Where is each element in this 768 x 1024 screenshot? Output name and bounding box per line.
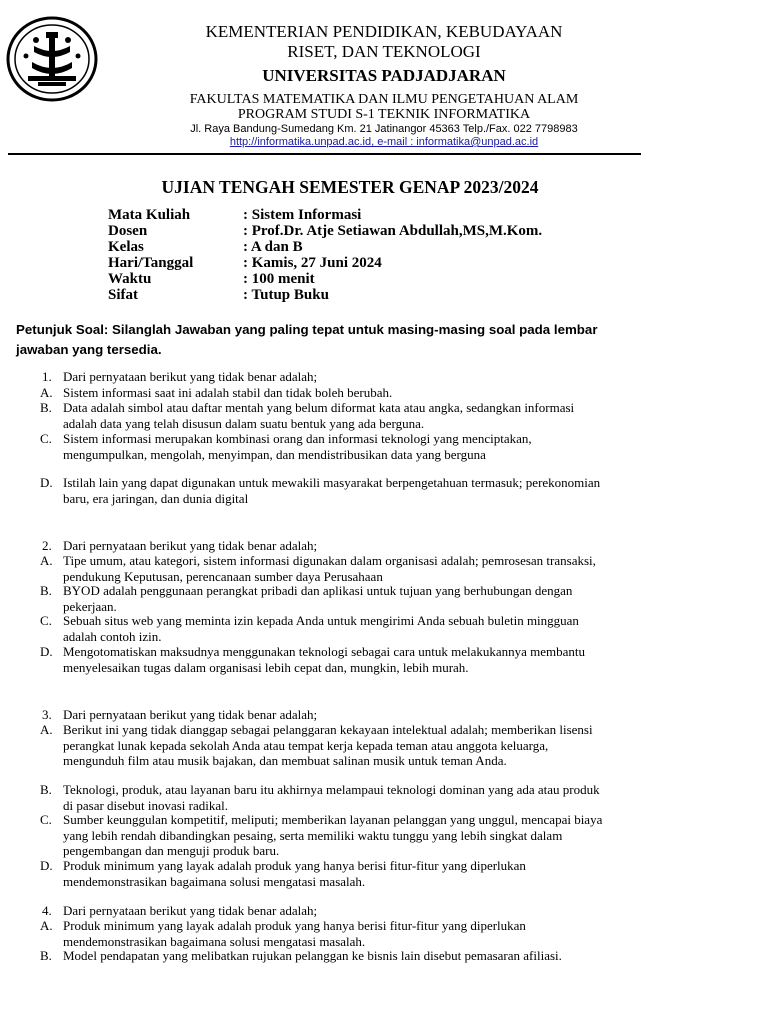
meta-row-class — [108, 239, 303, 256]
option-letter: C. — [40, 613, 52, 628]
option-text: Produk minimum yang layak adalah produk yang hanya berisi fitur-fitur yang diperlukan mendemonstrasikan bagaimana solusi mengatasi masalah. — [63, 858, 526, 889]
option-letter: C. — [40, 431, 52, 446]
option-letter: B. — [40, 400, 52, 415]
meta-label: Mata Kuliah — [108, 207, 191, 223]
question-4-stem — [40, 903, 605, 919]
meta-value: : Prof.Dr. Atje Setiawan Abdullah,MS,M.Kom. — [243, 223, 543, 239]
option-letter: C. — [40, 812, 52, 827]
meta-value: : Sistem Informasi — [243, 207, 362, 223]
meta-value: : 100 menit — [243, 271, 315, 287]
question-text: Dari pernyataan berikut yang tidak benar adalah; — [63, 903, 318, 918]
option-text: Sumber keunggulan kompetitif, meliputi; memberikan layanan pelanggan yang unggul, mencapai biaya yang lebih rendah dibandingkan pesaing, serta memiliki waktu tunggu yang lebih singkat dalam pengembangan dan menguji produk baru. — [63, 812, 603, 859]
question-3-option-b[interactable] — [40, 782, 605, 813]
contact-line — [0, 136, 768, 148]
option-letter: A. — [40, 722, 53, 737]
option-text: Teknologi, produk, atau layanan baru itu akhirnya melampaui teknologi dominan yang ada atau produk di pasar disebut inovasi radikal. — [63, 782, 600, 813]
meta-label: Dosen — [108, 223, 148, 239]
question-2-option-b[interactable] — [40, 583, 605, 614]
meta-label: Kelas — [108, 239, 144, 255]
meta-row-lecturer — [108, 223, 542, 240]
meta-value: : Kamis, 27 Juni 2024 — [243, 255, 382, 271]
meta-row-course — [108, 207, 361, 224]
option-letter: A. — [40, 918, 53, 933]
question-3-option-d[interactable] — [40, 858, 605, 889]
program-name: PROGRAM STUDI S-1 TEKNIK INFORMATIKA — [237, 107, 531, 122]
question-number: 4. — [42, 903, 52, 918]
question-2-option-a[interactable] — [40, 553, 605, 584]
header-divider — [8, 153, 641, 155]
question-1-option-d[interactable] — [40, 475, 605, 506]
option-letter: A. — [40, 553, 53, 568]
option-letter: D. — [40, 858, 53, 873]
question-number: 2. — [42, 538, 52, 553]
address-line: Jl. Raya Bandung-Sumedang Km. 21 Jatinangor 45363 Telp./Fax. 022 7798983 — [190, 123, 578, 135]
ministry-line-2: RISET, DAN TEKNOLOGI — [287, 42, 481, 61]
contact-link[interactable]: http://informatika.unpad.ac.id, e-mail : informatika@unpad.ac.id — [229, 136, 539, 148]
question-text: Dari pernyataan berikut yang tidak benar adalah; — [63, 538, 318, 553]
option-text: Mengotomatiskan maksudnya menggunakan teknologi sebagai cara untuk melakukannya membantu menyelesaikan tugas dalam organisasi lebih cepat dan, mungkin, lebih murah. — [63, 644, 586, 675]
meta-label: Hari/Tanggal — [108, 255, 194, 271]
exam-title: UJIAN TENGAH SEMESTER GENAP 2023/2024 — [161, 177, 539, 197]
option-text: Sebuah situs web yang meminta izin kepada Anda untuk mengirimi Anda sebuah buletin mingguan adalah contoh izin. — [63, 613, 579, 644]
question-3-stem — [40, 707, 605, 723]
option-letter: D. — [40, 644, 53, 659]
option-text: Istilah lain yang dapat digunakan untuk mewakili masyarakat berpengetahuan termasuk; perekonomian baru, era jaringan, dan dunia digital — [63, 475, 601, 506]
question-1-option-c[interactable] — [40, 431, 605, 462]
option-text: Data adalah simbol atau daftar mentah yang belum diformat kata atau angka, sedangkan informasi adalah data yang telah disusun dalam suatu bentuk yang ada berguna. — [63, 400, 575, 431]
option-text: Model pendapatan yang melibatkan rujukan pelanggan ke bisnis lain disebut pemasaran afiliasi. — [63, 948, 562, 963]
meta-label: Waktu — [108, 271, 152, 287]
instruction-text: Petunjuk Soal: Silanglah Jawaban yang paling tepat untuk masing-masing soal pada lembar jawaban yang tersedia. — [16, 322, 598, 357]
question-4-option-a[interactable] — [40, 918, 605, 949]
option-letter: D. — [40, 475, 53, 490]
question-text: Dari pernyataan berikut yang tidak benar adalah; — [63, 707, 318, 722]
question-text: Dari pernyataan berikut yang tidak benar adalah; — [63, 369, 318, 384]
question-1-option-b[interactable] — [40, 400, 605, 431]
question-number: 1. — [42, 369, 52, 384]
option-letter: B. — [40, 782, 52, 797]
question-2-stem — [40, 538, 605, 554]
meta-value: : A dan B — [243, 239, 303, 255]
question-3-option-a[interactable] — [40, 722, 605, 769]
option-text: Berikut ini yang tidak dianggap sebagai pelanggaran kekayaan intelektual adalah; memberikan lisensi perangkat lunak kepada sekolah Anda atau tempat kerja kepada teman atau anggota keluarga, mengunduh film atau musik bajakan, dan membuat salinan musik untuk teman Anda. — [63, 722, 593, 769]
question-1-stem — [40, 369, 605, 385]
ministry-line-1: KEMENTERIAN PENDIDIKAN, KEBUDAYAAN — [205, 22, 563, 41]
option-text: Produk minimum yang layak adalah produk yang hanya berisi fitur-fitur yang diperlukan mendemonstrasikan bagaimana solusi mengatasi masalah. — [63, 918, 526, 949]
meta-row-date — [108, 255, 382, 272]
option-letter: B. — [40, 948, 52, 963]
option-text: BYOD adalah penggunaan perangkat pribadi dan aplikasi untuk tujuan yang berhubungan dengan pekerjaan. — [63, 583, 573, 614]
question-1-option-a[interactable] — [40, 385, 605, 401]
meta-value: : Tutup Buku — [243, 287, 329, 303]
option-letter: B. — [40, 583, 52, 598]
option-text: Tipe umum, atau kategori, sistem informasi digunakan dalam organisasi adalah; pemrosesan transaksi, pendukung Keputusan, perencanaan sumber daya Perusahaan — [63, 553, 596, 584]
option-text: Sistem informasi merupakan kombinasi orang dan informasi teknologi yang menciptakan, mengumpulkan, mengolah, menyimpan, dan mendistribusikan data yang berguna — [63, 431, 532, 462]
meta-row-nature — [108, 287, 329, 304]
question-number: 3. — [42, 707, 52, 722]
question-3-option-c[interactable] — [40, 812, 605, 859]
question-2-option-d[interactable] — [40, 644, 605, 675]
university-name: UNIVERSITAS PADJADJARAN — [262, 66, 506, 85]
meta-row-duration — [108, 271, 315, 288]
faculty-name: FAKULTAS MATEMATIKA DAN ILMU PENGETAHUAN ALAM — [189, 92, 579, 107]
option-text: Sistem informasi saat ini adalah stabil dan tidak boleh berubah. — [63, 385, 393, 400]
meta-label: Sifat — [108, 287, 138, 303]
question-4-option-b[interactable] — [40, 948, 605, 964]
option-letter: A. — [40, 385, 53, 400]
question-2-option-c[interactable] — [40, 613, 605, 644]
